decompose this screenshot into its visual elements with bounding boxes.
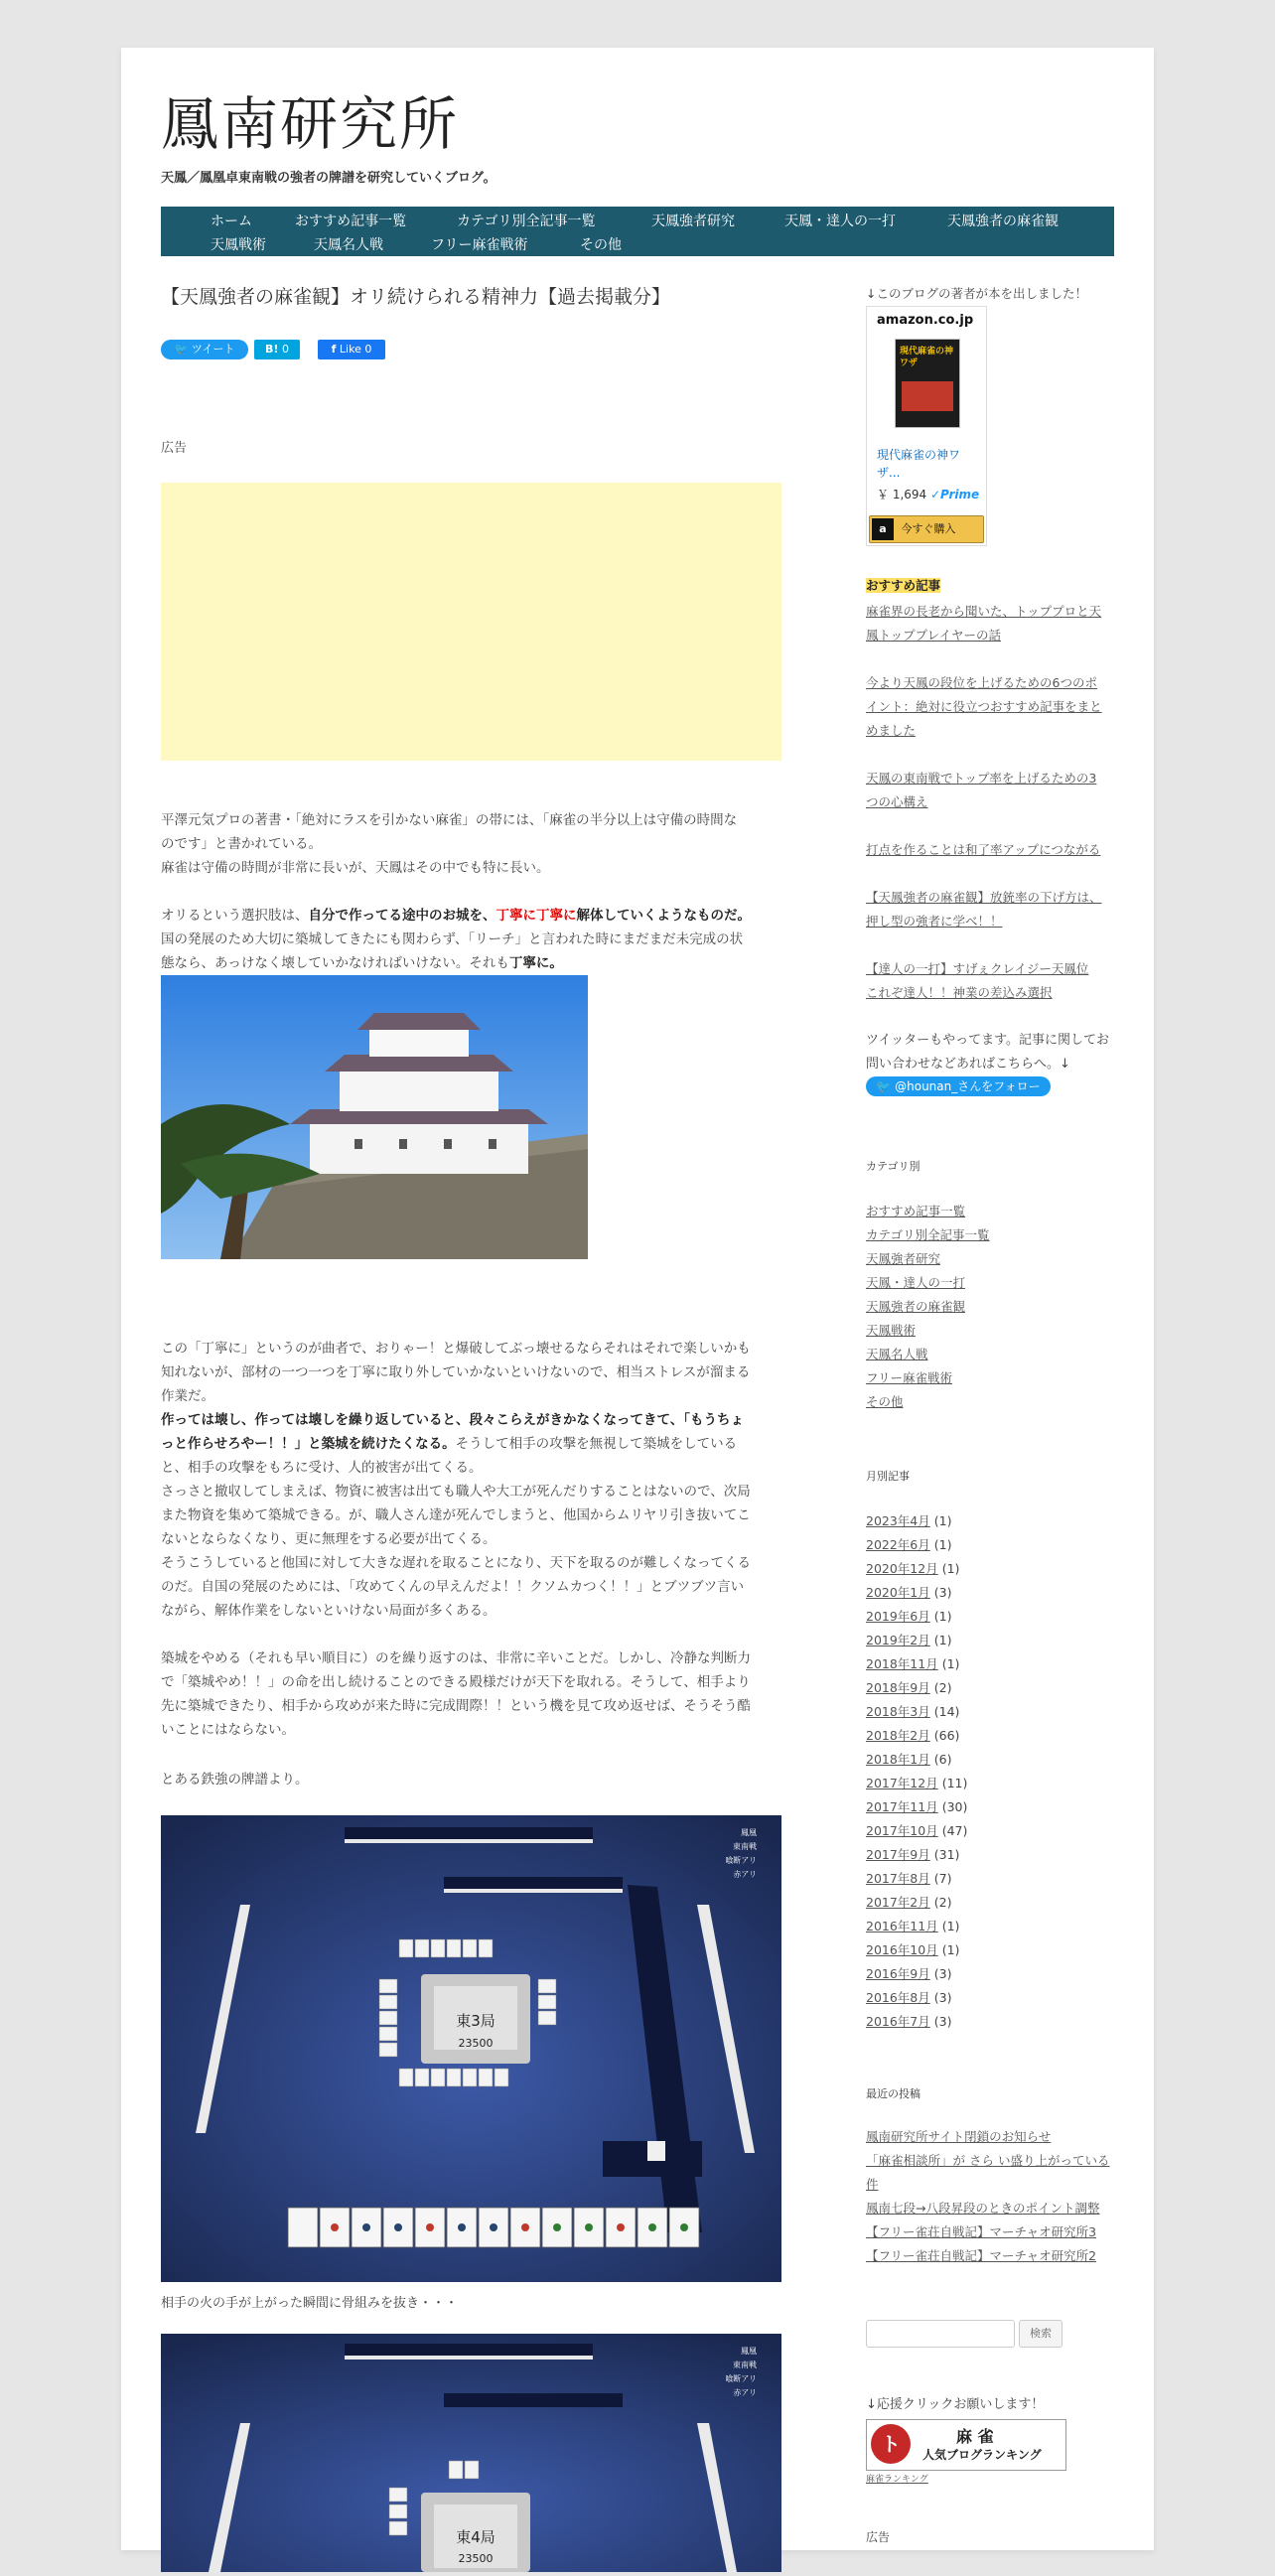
- page-container: [121, 48, 1154, 2565]
- text-line: また物資を集めて築城できる。が、職人さん達が死んでしまうと、他国からムリヤリ引き抜いてこ: [161, 1507, 751, 1523]
- ranking-banner-sub: 人気ブログランキング: [922, 2448, 1042, 2462]
- book-heading: ↓このブログの著者が本を出しました！: [866, 286, 1087, 301]
- ranking-text: ↓応援クリックお願いします！: [866, 2397, 1045, 2412]
- bold-span: 作っては壊し、作っては壊しを繰り返していると、段々こらえがきかなくなってきて、「もうちょ: [161, 1412, 744, 1428]
- archive-item: [866, 1845, 959, 1863]
- nav-strong-players[interactable]: 天鳳強者研究: [651, 214, 735, 229]
- archive-item: [866, 1869, 951, 1887]
- archive-month-link[interactable]: 2019年6月: [866, 1609, 930, 1624]
- ad-label: 広告: [161, 441, 188, 456]
- category-heading: カテゴリ別: [866, 1160, 921, 1173]
- archive-month-link[interactable]: 2016年8月: [866, 1990, 930, 2005]
- book-cover[interactable]: [895, 339, 960, 428]
- archive-item: [866, 1988, 951, 2006]
- archive-month-link[interactable]: 2017年12月: [866, 1776, 938, 1790]
- archive-item: [866, 1964, 951, 1982]
- category-link[interactable]: フリー麻雀戦術: [866, 1370, 953, 1385]
- archive-count: (31): [933, 1847, 960, 1862]
- text-line: そうこうしていると他国に対して大きな遅れを取ることになり、天下を取るのが難しくなってくる: [161, 1555, 751, 1571]
- link-line: 今より天鳳の段位を上げるための6つのポ: [866, 675, 1097, 690]
- sidebar-ad-label: 広告: [866, 2530, 891, 2544]
- link-line: 【天鳳強者の麻雀観】放銃率の下げ方は、: [866, 890, 1102, 905]
- red-emphasis: 丁寧に丁寧に: [496, 908, 577, 924]
- archive-count: (3): [933, 1966, 952, 1981]
- link-line: めました: [866, 723, 917, 738]
- amazon-widget[interactable]: [866, 306, 987, 546]
- text-line: ないとならなくなり、更に無理をする必要が出てくる。: [161, 1531, 496, 1547]
- archive-count: (1): [933, 1633, 952, 1647]
- archive-item: [866, 1940, 959, 1958]
- archive-month-link[interactable]: 2016年10月: [866, 1942, 938, 1957]
- text-line: さっさと撤収してしまえば、物資に被害は出ても職人や大工が死んだりすることはないので、次局: [161, 1484, 751, 1500]
- rule-label: 鳳凰: [741, 1828, 757, 1837]
- amazon-a-icon: a: [872, 518, 894, 540]
- nav-master-move[interactable]: 天鳳・達人の一打: [784, 214, 896, 229]
- archive-month-link[interactable]: 2017年9月: [866, 1847, 930, 1862]
- text-line: 麻雀は守備の時間が非常に長いが、天鳳はその中でも特に長い。: [161, 860, 550, 876]
- site-title[interactable]: 鳳南研究所: [161, 90, 460, 158]
- archive-month-link[interactable]: 2017年8月: [866, 1871, 930, 1886]
- text-line: いことにはならない。: [161, 1722, 295, 1738]
- hatena-b-icon: B!: [265, 343, 279, 356]
- tweet-label: ツイート: [191, 343, 235, 356]
- bold-span: 丁寧に。: [508, 955, 563, 971]
- archive-item: [866, 1750, 951, 1768]
- archive-month-link[interactable]: 2016年9月: [866, 1966, 930, 1981]
- ranking-logo-icon: ト: [871, 2424, 911, 2464]
- archive-item: [866, 1607, 951, 1625]
- post-title[interactable]: 【天鳳強者の麻雀観】オリ続けられる精神力【過去掲載分】: [161, 286, 671, 308]
- archive-item: [866, 1893, 951, 1911]
- link-line: 【達人の一打】すげぇクレイジー天鳳位: [866, 961, 1089, 976]
- paragraph-4: [161, 1646, 781, 1742]
- recommend-link-3[interactable]: [866, 767, 1096, 814]
- category-link[interactable]: その他: [866, 1394, 904, 1409]
- archive-count: (2): [933, 1895, 952, 1910]
- mahjong-table-illustration: [161, 2334, 781, 2572]
- archive-month-link[interactable]: 2017年11月: [866, 1799, 938, 1814]
- ranking-banner[interactable]: [866, 2419, 1066, 2471]
- nav-home[interactable]: ホーム: [211, 214, 252, 229]
- archive-count: (3): [933, 1990, 952, 2005]
- text-line: で「築城やめ！！」の命を出し続けることのできる殿様だけが天下を取れる。そうして、相手より: [161, 1674, 751, 1690]
- castle-illustration: [161, 975, 588, 1259]
- category-link[interactable]: 天鳳強者研究: [866, 1251, 941, 1266]
- archive-count: (1): [941, 1919, 960, 1933]
- round-label: 東4局: [456, 2528, 496, 2546]
- archive-item: [866, 1583, 951, 1601]
- archive-item: [866, 1559, 959, 1577]
- book-cover-art: [902, 381, 953, 411]
- archive-heading: 月別記事: [866, 1470, 910, 1483]
- text-line: 作業だ。: [161, 1388, 214, 1404]
- round-label: 東3局: [456, 2012, 496, 2030]
- paragraph-5: とある鉄強の牌譜より。: [161, 1772, 309, 1788]
- archive-item: [866, 1678, 951, 1696]
- mahjong-board-2: [161, 2334, 781, 2572]
- recent-post-link[interactable]: 件: [866, 2177, 879, 2192]
- facebook-icon: f: [331, 343, 337, 356]
- mahjong-table-illustration: [161, 1815, 781, 2282]
- category-link[interactable]: 天鳳強者の麻雀観: [866, 1299, 966, 1314]
- nav-mahjong-view[interactable]: 天鳳強者の麻雀観: [947, 214, 1059, 229]
- link-line: 押し型の強者に学べ！！: [866, 914, 1003, 929]
- category-link[interactable]: 天鳳名人戦: [866, 1347, 928, 1361]
- ranking-banner-title: 麻 雀: [956, 2427, 994, 2446]
- archive-count: (1): [941, 1561, 960, 1576]
- text-line: ツイッターもやってます。記事に関してお: [866, 1033, 1110, 1048]
- link-line: 天鳳の東南戦でトップ率を上げるための3: [866, 771, 1097, 786]
- archive-month-link[interactable]: 2018年11月: [866, 1656, 938, 1671]
- archive-month-link[interactable]: 2018年1月: [866, 1752, 930, 1767]
- book-title-link[interactable]: 現代麻雀の神ワザ...: [877, 448, 961, 480]
- text-line: [161, 951, 781, 975]
- text-span: 態なら、あっけなく壊していかなければいけない。それも: [161, 955, 509, 971]
- text-line: のだ。自国の発展のためには、「攻めてくんの早えんだよ！！クソムカつく！！」とブツブツ言い: [161, 1579, 745, 1595]
- paragraph-2: [161, 904, 781, 975]
- category-link[interactable]: カテゴリ別全記事一覧: [866, 1227, 990, 1242]
- category-link[interactable]: 天鳳・達人の一打: [866, 1275, 966, 1290]
- main-nav: [161, 207, 1114, 256]
- recommend-link-5[interactable]: [866, 886, 1102, 933]
- price-value: ￥ 1,694: [877, 488, 927, 501]
- follow-label: @hounan_さんをフォロー: [895, 1079, 1041, 1093]
- archive-month-link[interactable]: 2017年10月: [866, 1823, 938, 1838]
- bold-span: 自分で作ってる途中のお城を、: [308, 908, 496, 924]
- archive-item: [866, 1917, 959, 1934]
- text-line: 築城をやめる（それも早い順目に）のを繰り返すのは、非常に辛いことだ。しかし、冷静な判断力: [161, 1650, 751, 1666]
- text-line: 平澤元気プロの著書・「絶対にラスを引かない麻雀」の帯には、「麻雀の半分以上は守備の時間な: [161, 812, 738, 828]
- text-line: 問い合わせなどあればこちらへ。↓: [866, 1057, 1070, 1072]
- archive-count: (7): [933, 1871, 952, 1886]
- castle-image: [161, 975, 588, 1259]
- recent-heading: 最近の投稿: [866, 2087, 921, 2100]
- text-span: そうして相手の攻撃を無視して築城をしている: [455, 1436, 738, 1452]
- archive-month-link[interactable]: 2016年7月: [866, 2014, 930, 2029]
- archive-count: (1): [933, 1513, 952, 1528]
- archive-month-link[interactable]: 2018年9月: [866, 1680, 930, 1695]
- board-caption: 相手の火の手が上がった瞬間に骨組みを抜き・・・: [161, 2296, 459, 2311]
- link-line: 鳳トッププレイヤーの話: [866, 628, 1002, 643]
- archive-item: [866, 1511, 951, 1529]
- recommend-link-2[interactable]: [866, 671, 1102, 743]
- paragraph-3: [161, 1337, 781, 1623]
- rule-label: 東南戦: [733, 2361, 757, 2369]
- text-line: と、相手の攻撃をもろに受け、人的被害が出てくる。: [161, 1460, 483, 1476]
- rule-label: 東南戦: [733, 1842, 757, 1851]
- text-line: のです」と書かれている。: [161, 836, 322, 852]
- archive-count: (66): [933, 1728, 960, 1743]
- text-line: [161, 1432, 781, 1456]
- ranking-link[interactable]: 麻雀ランキング: [866, 2475, 928, 2485]
- bold-span: 解体していくようなものだ。: [576, 908, 751, 924]
- archive-month-link[interactable]: 2023年4月: [866, 1513, 930, 1528]
- archive-count: (2): [933, 1680, 952, 1695]
- nav-tactics[interactable]: 天鳳戦術: [211, 237, 266, 253]
- recommend-link-1[interactable]: [866, 600, 1101, 647]
- text-line: 国の発展のため大切に築城してきたにも関わらず、「リーチ」と言われた時にまだまだ未完成の状: [161, 931, 744, 947]
- recent-post-link[interactable]: 【フリー雀荘自戦記】マーチャオ研究所2: [866, 2248, 1097, 2263]
- bold-span: っと作らせろやー！！」と築城を続けたくなる。: [161, 1436, 456, 1452]
- recent-post-link[interactable]: 鳳南七段→八段昇段のときのポイント調整: [866, 2201, 1100, 2216]
- archive-item: [866, 1654, 959, 1672]
- archive-count: (1): [941, 1656, 960, 1671]
- recommend-heading-label: おすすめ記事: [866, 578, 941, 593]
- link-line: これぞ達人！！神業の差込み選択: [866, 985, 1053, 1000]
- text-span: オリるという選択肢は、: [161, 908, 309, 924]
- archive-item: [866, 1631, 951, 1648]
- text-line: 先に築城できたり、相手から攻めが来た時に完成間際！！という機を見て攻め返せば、そうそう酷: [161, 1698, 751, 1714]
- nav-recommended[interactable]: おすすめ記事一覧: [295, 214, 407, 229]
- archive-item: [866, 1797, 967, 1815]
- archive-item: [866, 1535, 951, 1553]
- link-line: つの心構え: [866, 794, 928, 809]
- archive-count: (47): [941, 1823, 968, 1838]
- recommend-link-4[interactable]: [866, 838, 1100, 862]
- archive-item: [866, 1702, 959, 1720]
- tweet-button[interactable]: [161, 340, 248, 359]
- archive-month-link[interactable]: 2018年3月: [866, 1704, 930, 1719]
- nav-other[interactable]: その他: [580, 237, 622, 253]
- rule-label: 喰断アリ: [725, 1856, 757, 1865]
- text-line: この「丁寧に」というのが曲者で、おりゃー！と爆破してぶっ壊せるならそれはそれで楽しいかも: [161, 1341, 751, 1357]
- twitter-follow-button[interactable]: [866, 1076, 1051, 1096]
- paragraph-1: [161, 808, 781, 880]
- rule-label: 喰断アリ: [725, 2374, 757, 2383]
- text-line: [161, 904, 781, 928]
- buy-now-label: 今すぐ購入: [901, 522, 956, 535]
- archive-month-link[interactable]: 2017年2月: [866, 1895, 930, 1910]
- ad-slot[interactable]: [161, 483, 781, 761]
- archive-month-link[interactable]: 2022年6月: [866, 1537, 930, 1552]
- search-input[interactable]: [866, 2320, 1015, 2348]
- amazon-logo: amazon.co.jp: [877, 313, 974, 328]
- recent-post-link[interactable]: 「麻雀相談所」が さら い盛り上がっている: [866, 2153, 1110, 2168]
- archive-count: (3): [933, 1585, 952, 1600]
- text-line: [161, 1408, 781, 1432]
- archive-month-link[interactable]: 2019年2月: [866, 1633, 930, 1647]
- nav-all-posts[interactable]: カテゴリ別全記事一覧: [457, 214, 596, 229]
- prime-badge: ✓Prime: [930, 488, 980, 501]
- archive-month-link[interactable]: 2020年1月: [866, 1585, 930, 1600]
- twitter-bird-icon: 🐦: [174, 343, 189, 356]
- link-line: イント：絶対に役立つおすすめ記事をまと: [866, 699, 1102, 714]
- book-price: [877, 486, 979, 502]
- book-cover-title: 現代麻雀の神ワザ: [900, 347, 954, 368]
- archive-count: (6): [933, 1752, 952, 1767]
- archive-item: [866, 1726, 959, 1744]
- link-line: 打点を作ることは和了率アップにつながる: [866, 842, 1101, 857]
- recent-post-link[interactable]: 鳳南研究所サイト閉鎖のお知らせ: [866, 2129, 1052, 2144]
- recommend-link-6[interactable]: [866, 957, 1088, 1005]
- category-link[interactable]: おすすめ記事一覧: [866, 1204, 966, 1218]
- search-button[interactable]: 検索: [1019, 2320, 1062, 2348]
- hatena-count: 0: [281, 343, 289, 356]
- rule-label: 赤アリ: [733, 1870, 757, 1879]
- text-line: ながら、解体作業をしないといけない局面が多くある。: [161, 1603, 496, 1619]
- twitter-text: [866, 1029, 1114, 1076]
- recent-post-link[interactable]: 【フリー雀荘自戦記】マーチャオ研究所3: [866, 2224, 1097, 2239]
- score-label: 23500: [458, 2552, 494, 2565]
- archive-item: [866, 1821, 967, 1839]
- facebook-like-button[interactable]: [318, 340, 385, 359]
- archive-count: (30): [941, 1799, 968, 1814]
- archive-month-link[interactable]: 2018年2月: [866, 1728, 930, 1743]
- archive-count: (1): [933, 1537, 952, 1552]
- twitter-bird-icon: 🐦: [876, 1079, 892, 1093]
- recommend-heading: [866, 574, 1114, 598]
- category-link[interactable]: 天鳳戦術: [866, 1323, 917, 1338]
- score-label: 23500: [458, 2037, 494, 2050]
- rule-label: 鳳凰: [741, 2347, 757, 2356]
- archive-count: (1): [933, 1609, 952, 1624]
- archive-item: [866, 1774, 967, 1791]
- archive-month-link[interactable]: 2020年12月: [866, 1561, 938, 1576]
- archive-count: (11): [941, 1776, 968, 1790]
- link-line: 麻雀界の長老から聞いた、トッププロと天: [866, 604, 1102, 619]
- archive-count: (1): [941, 1942, 960, 1957]
- nav-meijin[interactable]: 天鳳名人戦: [314, 237, 383, 253]
- archive-item: [866, 2012, 951, 2030]
- nav-free-tactics[interactable]: フリー麻雀戦術: [431, 237, 528, 253]
- rule-label: 赤アリ: [733, 2388, 757, 2397]
- site-description: 天鳳／鳳凰卓東南戦の強者の牌譜を研究していくブログ。: [161, 171, 496, 186]
- archive-month-link[interactable]: 2016年11月: [866, 1919, 938, 1933]
- hatena-button[interactable]: [254, 340, 300, 359]
- buy-now-button[interactable]: [869, 515, 984, 543]
- text-line: 知れないが、部材の一つ一つを丁寧に取り外していかないといけないので、相当ストレスが溜まる: [161, 1364, 751, 1380]
- mahjong-board-1: [161, 1815, 781, 2282]
- archive-count: (14): [933, 1704, 960, 1719]
- like-label: Like 0: [339, 343, 372, 356]
- archive-count: (3): [933, 2014, 952, 2029]
